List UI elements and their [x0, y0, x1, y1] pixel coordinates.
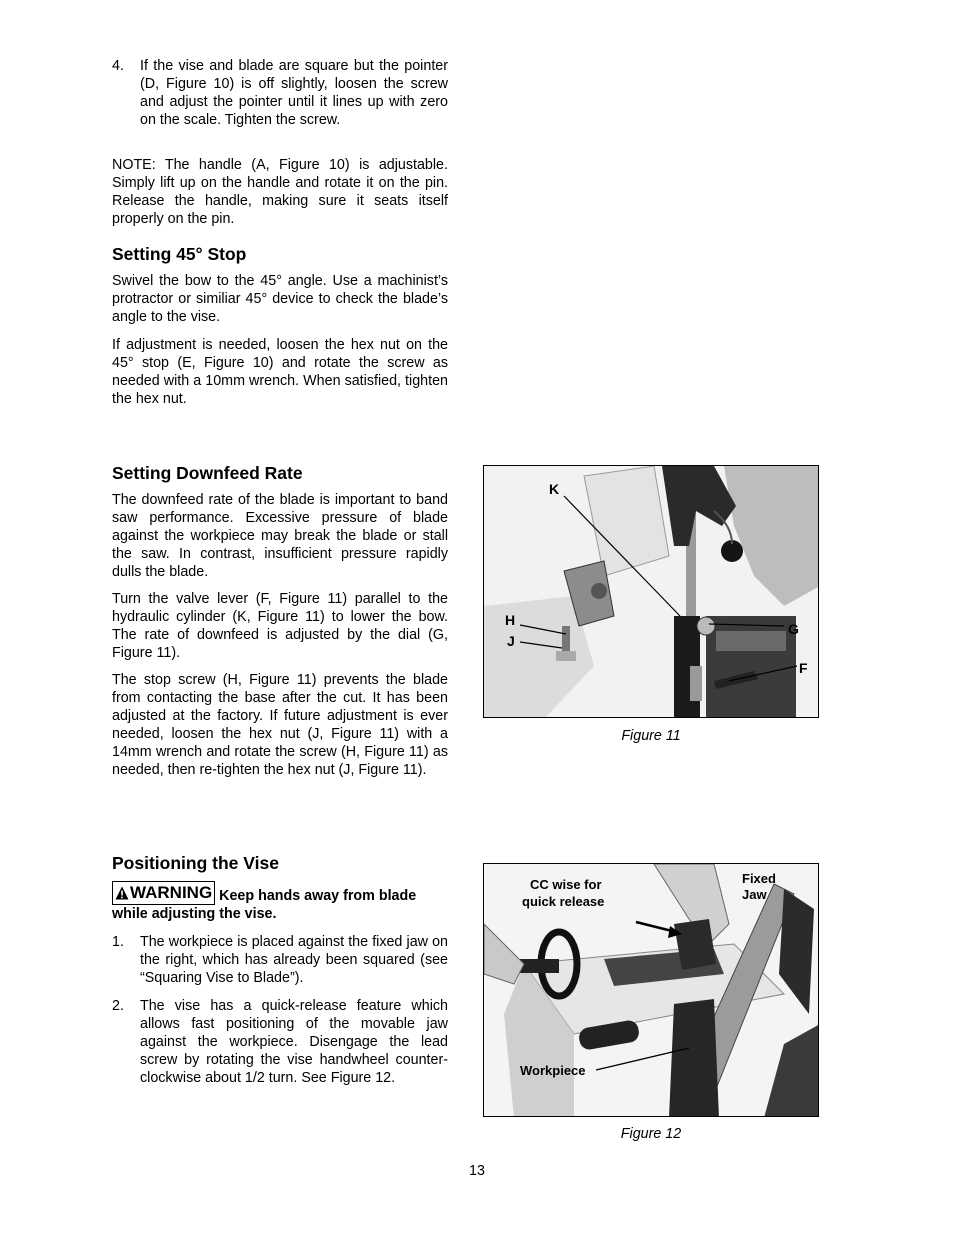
figure-12-label-ccw-1: CC wise for — [530, 877, 602, 892]
page-number: 13 — [469, 1163, 485, 1179]
downfeed-paragraph-3: The stop screw (H, Figure 11) prevents the blade from contacting the base after the cut. It has been adjusted at the factory. If future adjustment is ever needed, loosen the hex nut (J, Figure 11) with a 14mm wrench and rotate the screw (H, Figure 11) as needed, then re-tighten the hex nut (J, Figure 11). — [112, 672, 448, 778]
figure-11-label-f: F — [799, 660, 808, 676]
figure-11-image — [483, 465, 819, 718]
warning-block — [112, 881, 448, 923]
note-paragraph — [112, 156, 448, 228]
downfeed-paragraph-1: The downfeed rate of the blade is important to band saw performance. Excessive pressure of blade against the workpiece may break the blade or stall the saw. In contrast, insufficient pressure rapidly dulls the blade. — [112, 492, 448, 580]
step-number: 4. — [112, 58, 124, 74]
section-heading-vise: Positioning the Vise — [112, 853, 279, 873]
section-vise — [112, 852, 448, 1087]
item-text: The vise has a quick-release feature which allows fast positioning of the movable jaw against the workpiece. Disengage the lead screw by rotating the vise handwheel counter-clockwise about 1/2 turn. See Figure 12. — [140, 998, 448, 1086]
item-number: 1. — [112, 934, 124, 950]
item-number: 2. — [112, 998, 124, 1014]
list-item — [112, 997, 448, 1087]
section-45-stop — [112, 243, 448, 408]
list-item — [112, 933, 448, 987]
figure-12-label-fixed-1: Fixed — [742, 871, 776, 886]
section-downfeed — [112, 462, 448, 779]
item-text: The workpiece is placed against the fixed jaw on the right, which has already been squared (see “Squaring Vise to Blade”). — [140, 934, 448, 986]
warning-triangle-icon — [115, 886, 129, 900]
downfeed-paragraph-2: Turn the valve lever (F, Figure 11) parallel to the hydraulic cylinder (K, Figure 11) to lower the bow. The rate of downfeed is adjusted by the dial (G, Figure 11). — [112, 591, 448, 661]
figure-12-caption: Figure 12 — [620, 1126, 682, 1142]
step-4 — [112, 57, 448, 129]
figure-11-label-j: J — [507, 633, 515, 649]
note-text: NOTE: The handle (A, Figure 10) is adjustable. Simply lift up on the handle and rotate it on the pin. Release the handle, making sure it seats itself properly on the pin. — [112, 157, 448, 227]
warning-badge — [112, 881, 215, 905]
figure-11-label-g: G — [788, 621, 799, 637]
figure-11-label-k: K — [549, 481, 560, 497]
figure-12-label-workpiece: Workpiece — [520, 1063, 586, 1078]
section-heading-45-stop: Setting 45° Stop — [112, 244, 247, 264]
figure-12-image — [483, 863, 819, 1117]
figure-11-caption: Figure 11 — [621, 728, 681, 744]
section-heading-downfeed: Setting Downfeed Rate — [112, 463, 303, 483]
figure-12-label-fixed-2: Jaw — [742, 887, 767, 902]
figure-11-label-h: H — [505, 612, 516, 628]
stop45-paragraph-1: Swivel the bow to the 45° angle. Use a machinist’s protractor or similiar 45° device to check the blade’s angle to the vise. — [112, 273, 448, 325]
warning-label: WARNING — [130, 883, 213, 902]
warning-text: Keep hands away from blade while adjusting the vise. — [112, 888, 417, 922]
stop45-paragraph-2: If adjustment is needed, loosen the hex nut on the 45° stop (E, Figure 10) and rotate the screw as needed with a 10mm wrench. When satisfied, tighten the hex nut. — [112, 337, 448, 407]
figure-12-label-ccw-2: quick release — [522, 894, 605, 909]
step-text: If the vise and blade are square but the pointer (D, Figure 10) is off slightly, loosen the screw and adjust the pointer until it lines up with zero on the scale. Tighten the screw. — [140, 58, 448, 128]
